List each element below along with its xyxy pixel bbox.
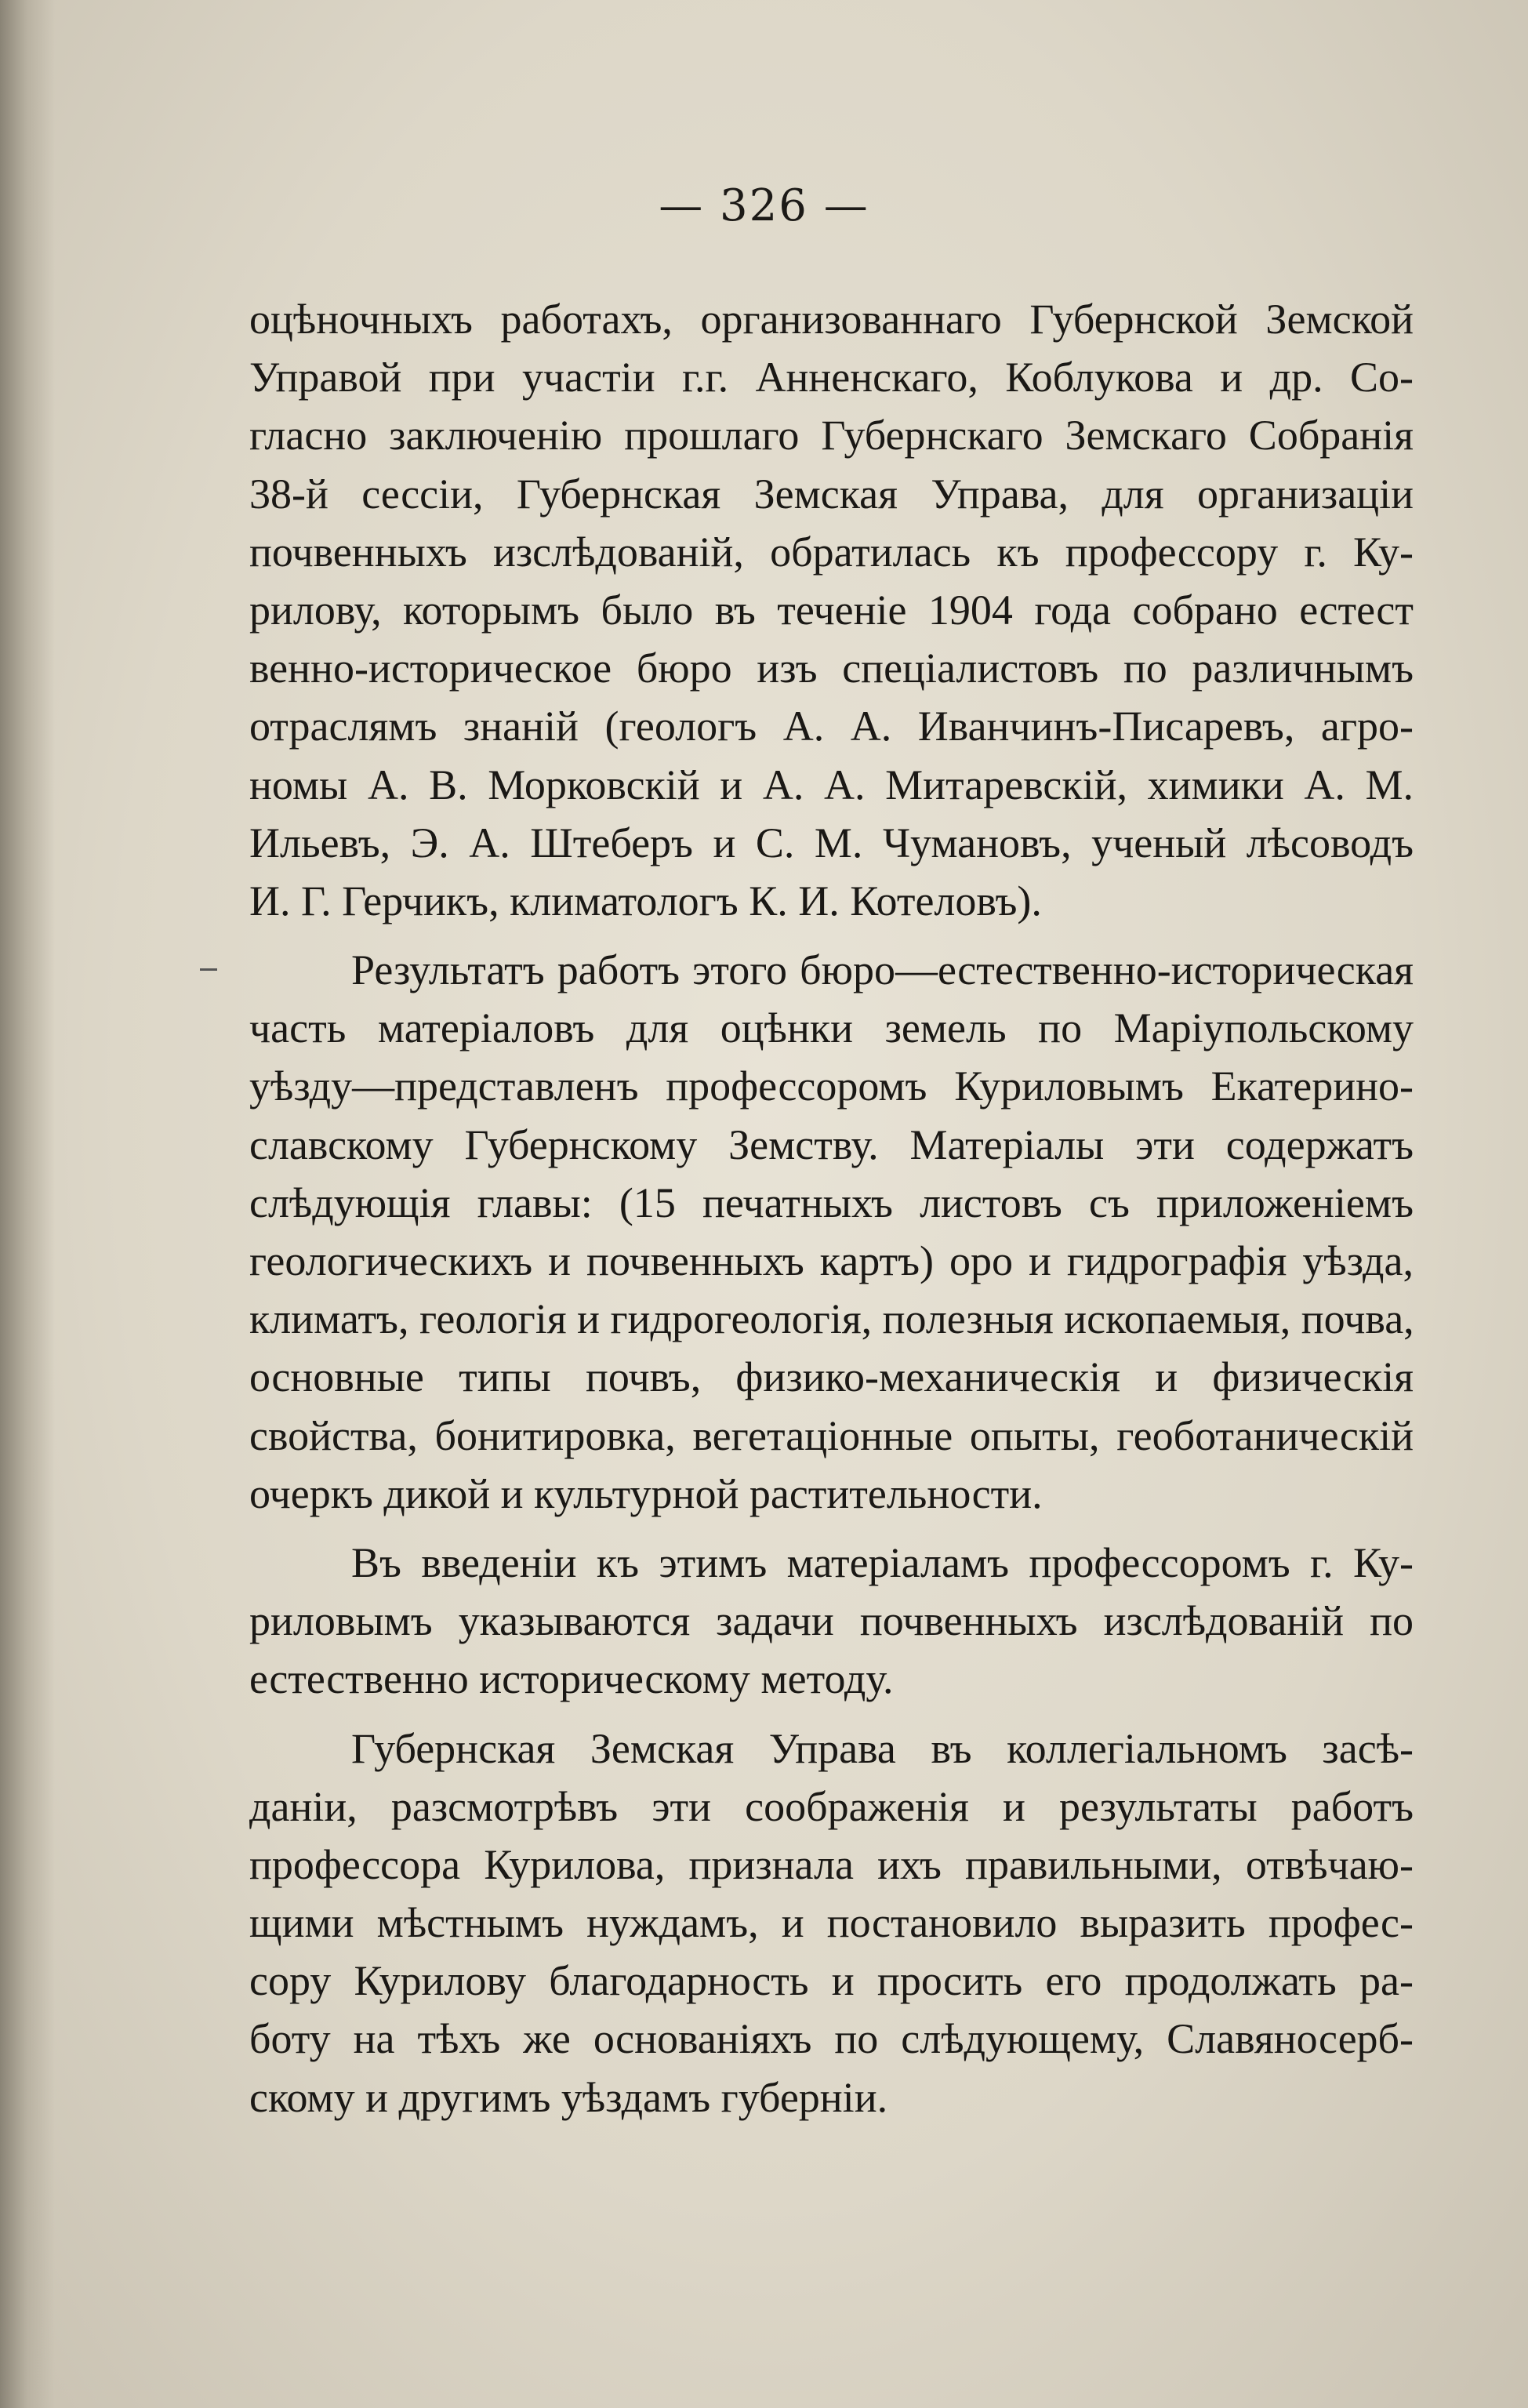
text-line: боту на тѣхъ же основаніяхъ по слѣдующему, Славяносерб- <box>249 2015 1414 2063</box>
text-line: Губернская Земская Управа въ коллегіальномъ засѣ- <box>351 1724 1414 1772</box>
text-line: отраслямъ знаній (геологъ А. А. Иванчинъ-Писаревъ, агро- <box>249 703 1414 750</box>
paragraph <box>249 941 1414 1523</box>
text-line: Ильевъ, Э. А. Штеберъ и С. М. Чумановъ, ученый лѣсоводъ <box>249 819 1414 866</box>
paragraph <box>249 290 1414 930</box>
body-text <box>249 290 1414 2127</box>
page-number: — 326 — <box>659 180 869 231</box>
text-line: славскому Губернскому Земству. Матеріалы эти содержатъ <box>249 1120 1414 1168</box>
paragraph-gap <box>249 1523 1414 1534</box>
text-line: венно-историческое бюро изъ спеціалистовъ по различнымъ <box>249 645 1414 692</box>
paragraph-gap <box>249 930 1414 941</box>
text-line: геологическихъ и почвенныхъ картъ) оро и гидрографія уѣзда, <box>249 1237 1414 1284</box>
text-line: сору Курилову благодарность и просить его продолжать ра- <box>249 1957 1414 2005</box>
text-line: даніи, разсмотрѣвъ эти соображенія и результаты работъ <box>249 1782 1414 1830</box>
text-line: оцѣночныхъ работахъ, организованнаго Губернской Земской <box>249 296 1414 343</box>
text-line: Управой при участіи г.г. Анненскаго, Коблукова и др. Со- <box>249 354 1414 401</box>
text-line: гласно заключенію прошлаго Губернскаго Земскаго Собранія <box>249 412 1414 459</box>
text-line: основные типы почвъ, физико-механическія и физическія <box>249 1353 1414 1401</box>
paragraph-gap <box>249 1709 1414 1720</box>
text-line: профессора Курилова, признала ихъ правильными, отвѣчаю- <box>249 1840 1414 1888</box>
text-line: риловымъ указываются задачи почвенныхъ изслѣдованій по <box>249 1597 1414 1645</box>
page-gutter-shadow <box>0 0 55 2408</box>
text-line: очеркъ дикой и культурной растительности. <box>249 1469 1043 1517</box>
paragraph <box>249 1534 1414 1709</box>
text-line: скому и другимъ уѣздамъ губерніи. <box>249 2073 888 2121</box>
text-line: Результатъ работъ этого бюро—естественно-историческая <box>351 946 1414 994</box>
text-line: рилову, которымъ было въ теченіе 1904 года собрано естест <box>249 586 1414 634</box>
text-line: уѣзду—представленъ профессоромъ Куриловымъ Екатерино- <box>249 1062 1414 1110</box>
margin-mark <box>200 968 217 971</box>
text-line: 38-й сессіи, Губернская Земская Управа, для организаціи <box>249 470 1414 518</box>
text-line: климатъ, геологія и гидрогеологія, полезныя ископаемыя, почва, <box>249 1295 1414 1343</box>
text-line: часть матеріаловъ для оцѣнки земель по Маріупольскому <box>249 1004 1414 1052</box>
text-line: слѣдующія главы: (15 печатныхъ листовъ съ приложеніемъ <box>249 1179 1414 1226</box>
text-line: щими мѣстнымъ нуждамъ, и постановило выразить профес- <box>249 1899 1414 1947</box>
paragraph <box>249 1720 1414 2127</box>
text-line: естественно историческому методу. <box>249 1655 894 1703</box>
text-line: Въ введеніи къ этимъ матеріаламъ профессоромъ г. Ку- <box>351 1538 1414 1586</box>
text-line: номы А. В. Морковскій и А. А. Митаревскій, химики А. М. <box>249 761 1414 808</box>
text-line: почвенныхъ изслѣдованій, обратилась къ профессору г. Ку- <box>249 528 1414 576</box>
text-line: И. Г. Герчикъ, климатологъ К. И. Котеловъ). <box>249 877 1042 924</box>
text-line: свойства, бонитировка, вегетаціонные опыты, геоботаническій <box>249 1411 1414 1459</box>
